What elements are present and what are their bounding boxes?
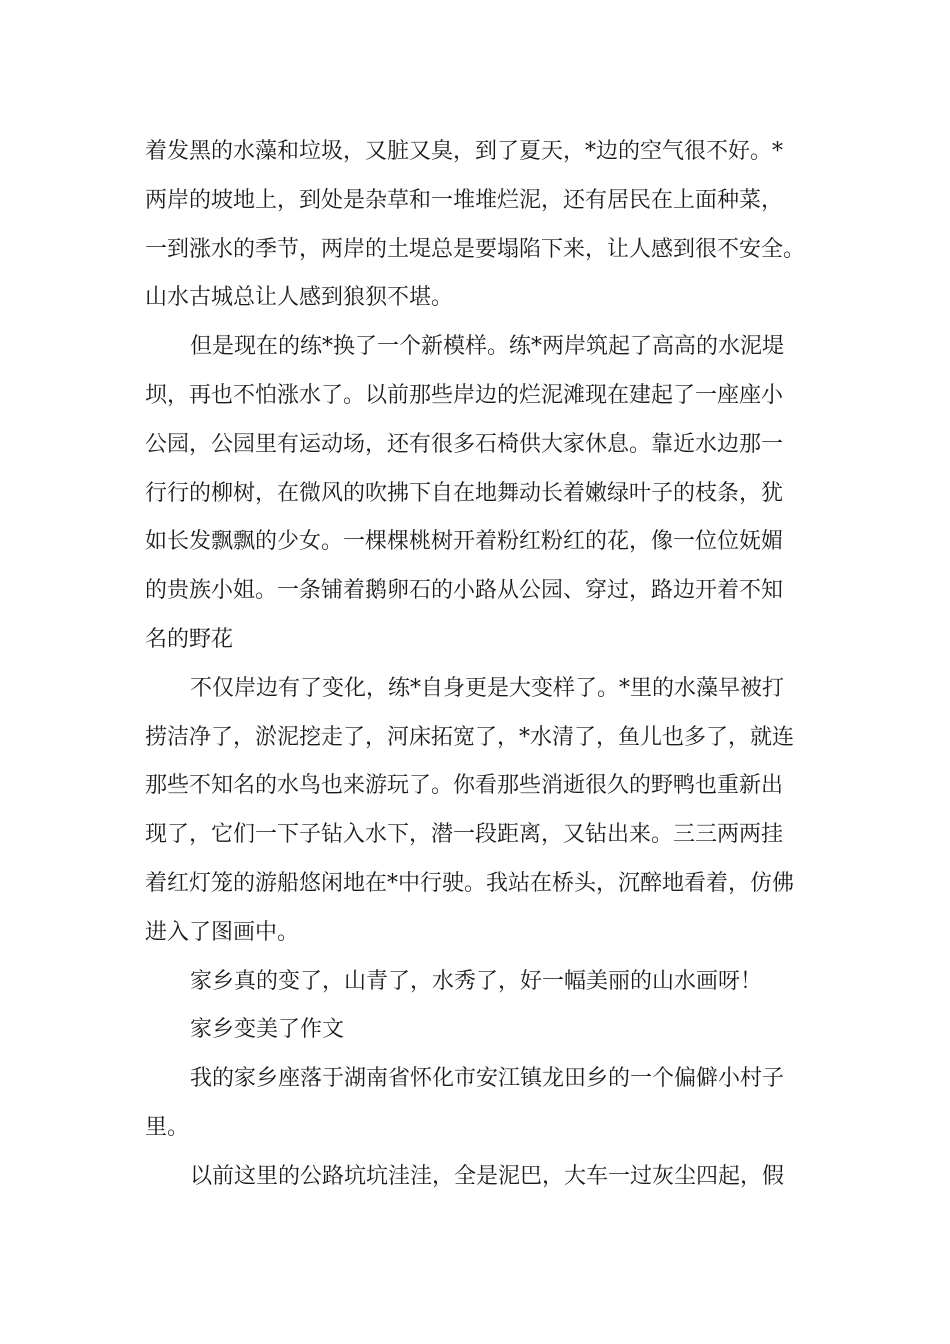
text-line: 我的家乡座落于湖南省怀化市安江镇龙田乡的一个偏僻小村子: [190, 1066, 785, 1092]
text-line: 那些不知名的水鸟也来游玩了。你看那些消逝很久的野鸭也重新出: [145, 773, 784, 799]
text-line: 着红灯笼的游船悠闲地在*中行驶。我站在桥头，沉醉地看着，仿佛: [145, 870, 795, 896]
body-text: [145, 128, 820, 1202]
text-line: 家乡真的变了，山青了，水秀了，好一幅美丽的山水画呀！: [190, 968, 763, 994]
text-line: 但是现在的练*换了一个新模样。练*两岸筑起了高高的水泥堤: [190, 334, 785, 360]
text-line: 不仅岸边有了变化，练*自身更是大变样了。*里的水藻早被打: [190, 675, 785, 701]
text-line: 里。: [145, 1114, 190, 1140]
text-line: 坝，再也不怕涨水了。以前那些岸边的烂泥滩现在建起了一座座小: [145, 382, 784, 408]
text-line: 山水古城总让人感到狼狈不堪。: [145, 285, 454, 311]
text-line: 如长发飘飘的少女。一棵棵桃树开着粉红粉红的花，像一位位妩媚: [145, 529, 784, 555]
text-line: 一到涨水的季节，两岸的土堤总是要塌陷下来，让人感到很不安全。: [145, 236, 806, 262]
text-line: 捞洁净了，淤泥挖走了，河床拓宽了，*水清了，鱼儿也多了，就连: [145, 724, 795, 750]
text-line: 两岸的坡地上，到处是杂草和一堆堆烂泥，还有居民在上面种菜，: [145, 187, 784, 213]
text-line: 现了，它们一下子钻入水下，潜一段距离，又钻出来。三三两两挂: [145, 822, 784, 848]
text-line: 着发黑的水藻和垃圾，又脏又臭，到了夏天，*边的空气很不好。*: [145, 139, 784, 164]
text-line: 进入了图画中。: [145, 919, 300, 945]
text-line: 公园，公园里有运动场，还有很多石椅供大家休息。靠近水边那一: [145, 431, 784, 457]
text-line: 名的野花: [145, 626, 234, 652]
text-line: 以前这里的公路坑坑洼洼，全是泥巴，大车一过灰尘四起，假: [190, 1163, 785, 1189]
text-line: 家乡变美了作文: [190, 1017, 345, 1043]
text-line: 的贵族小姐。一条铺着鹅卵石的小路从公园、穿过，路边开着不知: [145, 578, 784, 604]
text-line: 行行的柳树，在微风的吹拂下自在地舞动长着嫩绿叶子的枝条，犹: [145, 480, 784, 506]
